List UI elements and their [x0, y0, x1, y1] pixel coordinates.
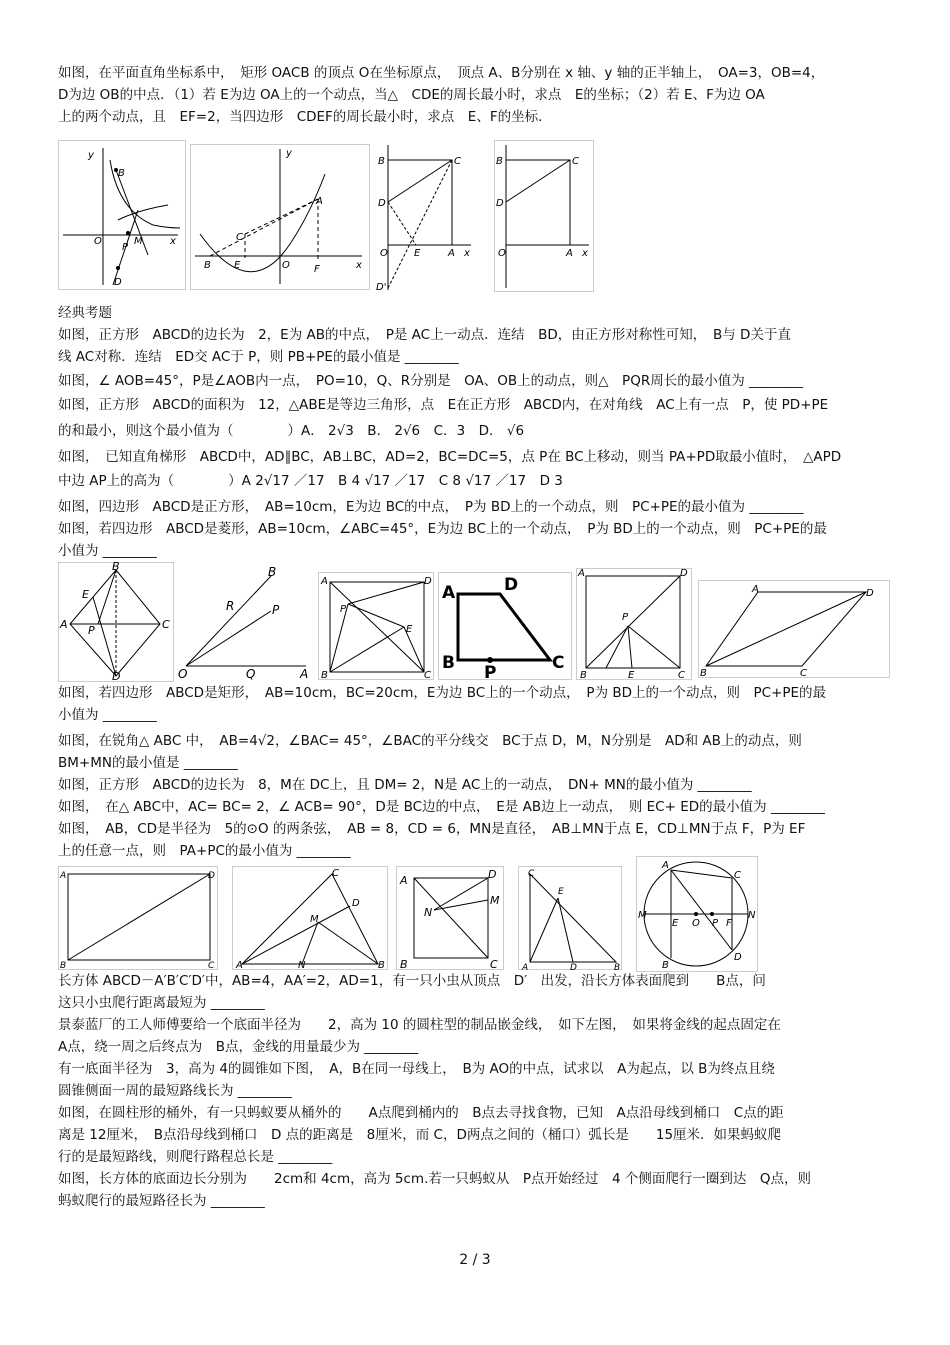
text-line: 有一底面半径为 3，高为 4的圆锥如下图， A，B在同一母线上， B为 AO的中点，试求以 A为起点，以 B为终点且绕: [58, 1061, 775, 1077]
svg-text:A: A: [566, 248, 573, 259]
svg-text:B: B: [118, 168, 125, 179]
svg-text:B: B: [378, 156, 385, 167]
svg-text:D: D: [488, 868, 497, 881]
svg-text:x: x: [464, 248, 470, 259]
svg-text:x: x: [356, 260, 362, 271]
text-line: 如图， AB，CD是半径为 5的⊙O 的两条弦， AB = 8，CD = 6，MN是直径， AB⊥MN于点 E，CD⊥MN于点 F，P为 EF: [58, 821, 806, 837]
svg-text:B: B: [112, 562, 120, 573]
figure-hyperbola: [58, 140, 186, 290]
text-line: 如图，正方形 ABCD的边长为 8，M在 DC上，且 DM= 2，N是 AC上的一动点， DN+ MN的最小值为 ________: [58, 777, 752, 793]
svg-text:M: M: [134, 236, 143, 247]
text-line: 如图，若四边形 ABCD是矩形， AB=10cm，BC=20cm，E为边 BC上的一个动点， P为 BD上的一个动点，则 PC+PE的最: [58, 685, 827, 701]
figure-square-dm: [396, 866, 504, 970]
svg-text:B: B: [662, 960, 669, 971]
svg-text:O: O: [178, 667, 188, 680]
svg-text:P: P: [272, 603, 280, 617]
svg-text:B: B: [268, 566, 277, 579]
svg-text:C: C: [490, 958, 498, 970]
svg-text:O: O: [380, 248, 388, 259]
text-line: 圆锥侧面一周的最短路线长为 ________: [58, 1083, 292, 1099]
text-line: BM+MN的最小值是 ________: [58, 755, 238, 771]
svg-text:M: M: [638, 910, 647, 921]
text-line: 的和最小，则这个最小值为（ ）A． 2√3 B． 2√6 C．3 D． √6: [58, 423, 525, 439]
text-line: 蚂蚁爬行的最短路径长为 ________: [58, 1193, 265, 1209]
svg-text:C: C: [734, 870, 741, 881]
svg-text:E: E: [82, 588, 89, 601]
svg-text:B: B: [442, 653, 455, 673]
figure-rect-reflect: [376, 140, 476, 292]
svg-text:D: D: [570, 963, 577, 970]
svg-text:D: D: [112, 670, 121, 682]
svg-text:D: D: [734, 952, 742, 963]
svg-text:C: C: [208, 961, 215, 970]
svg-text:O: O: [498, 248, 506, 259]
svg-text:M: M: [310, 914, 319, 925]
svg-text:A: A: [300, 667, 309, 680]
svg-text:O: O: [94, 236, 102, 247]
svg-text:A: A: [442, 583, 456, 603]
svg-text:x: x: [582, 248, 588, 259]
svg-text:D: D: [424, 576, 432, 587]
figure-square-equilateral: [318, 572, 434, 680]
svg-text:P: P: [622, 612, 629, 623]
svg-text:D': D': [376, 282, 387, 292]
svg-text:C: C: [552, 653, 565, 673]
text-line: 离是 12厘米， B点沿母线到桶口 D 点的距离是 8厘米，而 C，D两点之间的（桶口）弧长是 15厘米．如果蚂蚁爬: [58, 1127, 782, 1143]
svg-text:A: A: [60, 871, 67, 881]
svg-text:A: A: [522, 963, 529, 970]
text-line: 小值为 ________: [58, 707, 157, 723]
svg-text:Q: Q: [246, 667, 256, 680]
text-line: 如图， 已知直角梯形 ABCD中，AD∥BC，AB⊥BC，AD=2，BC=DC=5，点 P在 BC上移动，则当 PA+PD取最小值时， △APD: [58, 449, 842, 465]
figure-parabola: [190, 144, 370, 290]
svg-text:O: O: [282, 260, 290, 271]
svg-text:N: N: [748, 910, 756, 921]
figure-angle-aob: [176, 566, 314, 680]
svg-text:D: D: [504, 575, 519, 595]
text-line: 上的两个动点，且 EF=2，当四边形 CDEF的周长最小时，求点 E、F的坐标．: [58, 109, 552, 125]
svg-text:F: F: [726, 918, 732, 929]
figure-acute-triangle: [232, 866, 388, 970]
svg-text:N: N: [298, 960, 306, 970]
section-title: 经典考题: [58, 305, 112, 321]
figure-rect-ef: [494, 140, 594, 292]
figure-square-pbd: [576, 568, 692, 680]
svg-text:P: P: [484, 663, 497, 680]
svg-text:B: B: [496, 156, 503, 167]
svg-text:D: D: [680, 568, 688, 579]
svg-text:C: C: [424, 670, 431, 680]
svg-text:P: P: [88, 624, 95, 637]
text-line: D为边 OB的中点．（1）若 E为边 OA上的一个动点，当△ CDE的周长最小时，求点 E的坐标；（2）若 E、F为边 OA: [58, 87, 765, 103]
svg-text:B: B: [700, 668, 707, 678]
svg-text:y: y: [88, 150, 94, 161]
svg-text:M: M: [490, 894, 500, 907]
svg-text:E: E: [234, 260, 241, 271]
svg-text:A: A: [60, 618, 68, 631]
svg-text:O: O: [692, 918, 700, 929]
svg-text:C: C: [162, 618, 170, 631]
text-line: 如图，正方形 ABCD的边长为 2，E为 AB的中点， P是 AC上一动点．连结 BD，由正方形对称性可知， B与 D关于直: [58, 327, 791, 343]
svg-text:D: D: [208, 871, 215, 881]
svg-text:B: B: [400, 958, 408, 970]
svg-text:A: A: [578, 568, 585, 579]
svg-text:P: P: [340, 604, 347, 615]
svg-text:D: D: [378, 198, 386, 209]
svg-text:P: P: [122, 242, 129, 253]
svg-text:N: N: [424, 906, 433, 919]
svg-text:B: B: [60, 961, 67, 970]
text-line: 线 AC对称．连结 ED交 AC于 P，则 PB+PE的最小值是 ________: [58, 349, 459, 365]
text-line: 行的是最短路线，则爬行路程总长是 ________: [58, 1149, 333, 1165]
svg-text:B: B: [204, 260, 211, 271]
svg-text:B: B: [580, 670, 587, 680]
svg-text:D: D: [114, 277, 122, 288]
figure-rhombus-square: [58, 562, 174, 682]
text-line: 如图，长方体的底面边长分别为 2cm和 4cm，高为 5cm.若一只蚂蚁从 P点开始经过 4 个侧面爬行一圈到达 Q点，则: [58, 1171, 812, 1187]
text-line: A点，绕一周之后终点为 B点，金线的用量最少为 ________: [58, 1039, 419, 1055]
text-line: 小值为 ________: [58, 543, 157, 559]
svg-text:B: B: [614, 963, 621, 970]
svg-text:E: E: [406, 624, 413, 635]
text-line: 如图，∠ AOB=45°，P是∠AOB内一点， PO=10，Q、R分别是 OA、OB上的动点，则△ PQR周长的最小值为 ________: [58, 373, 803, 389]
svg-text:E: E: [672, 918, 679, 929]
text-line: 如图，在平面直角坐标系中， 矩形 OACB 的顶点 O在坐标原点， 顶点 A、B分别在 x 轴、y 轴的正半轴上， OA=3，OB=4，: [58, 65, 825, 81]
svg-text:C: C: [332, 868, 339, 879]
svg-text:C: C: [572, 156, 579, 167]
svg-text:C: C: [528, 869, 535, 879]
page-number: 2 / 3: [459, 1252, 491, 1268]
text-line: 景泰蓝厂的工人师傅要给一个底面半径为 2，高为 10 的圆柱型的制品嵌金线， 如下左图， 如果将金线的起点固定在: [58, 1017, 781, 1033]
text-line: 如图，四边形 ABCD是正方形， AB=10cm，E为边 BC的中点， P为 BD上的一个动点，则 PC+PE的最小值为 ________: [58, 499, 804, 515]
svg-text:A: A: [236, 960, 243, 970]
svg-text:C: C: [678, 670, 685, 680]
svg-text:C: C: [800, 668, 807, 678]
svg-text:C: C: [236, 232, 243, 243]
figure-circle-chords: [636, 856, 758, 972]
text-line: 长方体 ABCD－A′B′C′D′中，AB=4，AA′=2，AD=1，有一只小虫从顶点 D′ 出发，沿长方体表面爬到 B点，问: [58, 973, 766, 989]
svg-text:A: A: [316, 196, 323, 207]
svg-text:C: C: [454, 156, 461, 167]
svg-text:B: B: [321, 670, 328, 680]
svg-text:A: A: [321, 576, 328, 587]
svg-text:E: E: [628, 670, 635, 680]
svg-text:D: D: [496, 198, 504, 209]
figure-rectangle: [58, 866, 218, 970]
text-line: 中边 AP上的高为（ ）A 2√17 ／17 B 4 √17 ／17 C 8 √17 ／17 D 3: [58, 473, 563, 489]
svg-text:B: B: [378, 960, 385, 970]
text-line: 如图，在锐角△ ABC 中， AB=4√2，∠BAC= 45°，∠BAC的平分线交 BC于点 D，M，N分别是 AD和 AB上的动点，则: [58, 733, 802, 749]
figure-rhombus-45: [698, 580, 890, 678]
svg-text:E: E: [558, 887, 564, 897]
svg-text:A: A: [400, 874, 408, 887]
svg-text:P: P: [712, 918, 719, 929]
svg-text:F: F: [314, 264, 320, 275]
svg-text:A: A: [448, 248, 455, 259]
svg-text:E: E: [414, 248, 421, 259]
svg-text:D: D: [352, 898, 360, 909]
svg-text:A: A: [752, 584, 759, 595]
text-line: 上的任意一点，则 PA+PC的最小值为 ________: [58, 843, 351, 859]
svg-text:x: x: [170, 236, 176, 247]
svg-text:y: y: [286, 148, 292, 159]
svg-text:D: D: [866, 588, 874, 599]
text-line: 如图，若四边形 ABCD是菱形，AB=10cm，∠ABC=45°，E为边 BC上的一个动点， P为 BD上的一个动点，则 PC+PE的最: [58, 521, 827, 537]
svg-text:A: A: [662, 860, 669, 871]
text-line: 如图，在圆柱形的桶外，有一只蚂蚁要从桶外的 A点爬到桶内的 B点去寻找食物，已知 A点沿母线到桶口 C点的距: [58, 1105, 784, 1121]
figure-right-trapezoid: [438, 572, 572, 680]
figure-right-triangle: [518, 866, 622, 970]
text-line: 如图， 在△ ABC中，AC= BC= 2，∠ ACB= 90°，D是 BC边的中点， E是 AB边上一动点， 则 EC+ ED的最小值为 ________: [58, 799, 825, 815]
svg-text:R: R: [226, 599, 235, 613]
text-line: 如图，正方形 ABCD的面积为 12，△ABE是等边三角形，点 E在正方形 ABCD内，在对角线 AC上有一点 P，使 PD+PE: [58, 397, 829, 413]
text-line: 这只小虫爬行距离最短为 ________: [58, 995, 265, 1011]
